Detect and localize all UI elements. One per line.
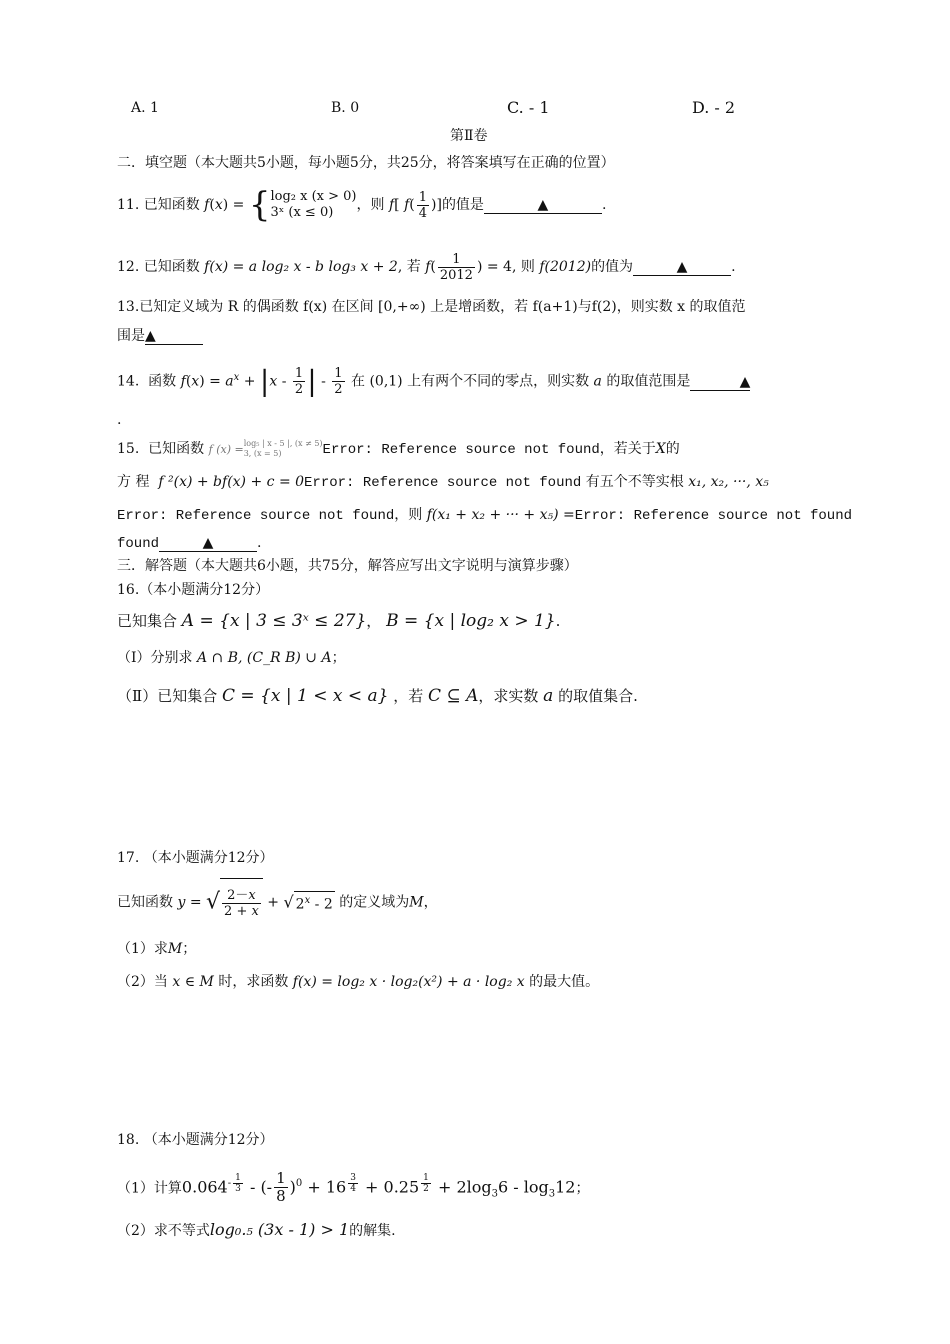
q12: 12. 已知函数 f(x) = a log₂ x - b log₃ x + 2, 若 f( $\frac{1}{2012}$ ) = 4, 则 f(2012)的值为 ▲ . [117,251,736,283]
q17-given: 已知函数 y = √ $\frac{2-x}{2 + x}$ + √ 2$^x$ - 2 的定义域为M， [117,878,438,927]
q11-piecewise [270,189,356,221]
q15-error-4: Error: Reference source not found [574,508,853,524]
q12-end: . [731,259,736,275]
option-a: A. 1 [131,100,159,116]
q11-num: 11. [117,197,140,213]
q18-part1: （1）计算$0.064^{- \frac{1}{3}}$ - (- $\frac{1}{8}$ )$^0$ + 16 $^{\frac{3}{4}}$ + 0.25 $^{\frac{1}{2}}$ + $2\log_36 - \log_312$； [117,1169,590,1206]
q14-num: 14. [117,373,140,390]
q16-part2 [117,686,638,706]
q15-num: 15. [117,441,140,457]
q18-part1-label: （1）计算 [117,1180,182,1197]
q16-cond: C ⊆ A [428,686,479,706]
q11-case1: log₂ x (x > 0) [270,189,357,204]
q15-piece2: 3, (x = 5) [243,449,282,458]
q16-title: 16.（本小题满分12分） [117,582,270,598]
q17-part2-cond: x ∈ M [172,974,214,990]
q16-set-b: B = {x | log₂ x > 1} [386,611,556,631]
q17-part2-label: （2）当 [117,974,168,990]
q11-answer-blank[interactable]: ▲ [484,197,602,214]
q11-tail: 的值是 [441,197,484,213]
q15-error-1: Error: Reference source not found [322,442,600,458]
q15-error-3: Error: Reference source not found [117,508,395,524]
section2-header: 二．填空题（本大题共5小题，每小题5分，共25分，将答案填写在正确的位置） [117,155,615,171]
q17-part1 [117,939,196,959]
q15-line4a: found [117,536,160,552]
q15-roots: x₁, x₂, ···, x₅ [688,474,769,490]
option-c: C. - 1 [507,98,550,117]
q14-answer-blank[interactable]: ▲ [690,374,750,391]
q17-lead: 已知函数 [117,894,173,911]
q17-part2-end: 的最大值。 [529,974,600,990]
option-d: D. - 2 [692,98,736,117]
q14: 14. 函数 $f(x) = a^x + |x$ - $\frac{1}{2}$ | - $\frac{1}{2}$ 在 (0,1) 上有两个不同的零点，则实数 a 的取值范围是 ▲ [117,364,751,398]
q12-fraction: $\frac{1}{2012}$ [439,251,473,283]
q15-piece1: log₅ | x - 5 |, (x ≠ 5) [243,439,323,448]
q12-answer-blank[interactable]: ▲ [633,259,731,276]
q16-given [117,611,560,631]
q11-end: . [601,197,607,213]
q17-set: M [409,894,424,911]
q15-line4 [117,533,261,554]
q11-fraction: $\frac{1}{4}$ [418,189,427,221]
q15-line2 [117,472,769,493]
q15-end: . [257,535,262,551]
q16-part1-end: ； [331,650,346,666]
q17-part2-mid: 时，求函数 [218,974,289,990]
q11: 11. 已知函数 f(x) = { log₂ x (x > 0) 3ˣ (x ≤ 0) ，则 f[ f( $\frac{1}{4}$ )]的值是 ▲ . [117,185,607,225]
q15-answer-blank[interactable]: ▲ [159,535,257,552]
q16-set-a: A = {x | 3 ≤ 3ˣ ≤ 27} [181,611,367,631]
q14-end: . [117,412,122,428]
section3-header: 三．解答题（本大题共6小题，共75分，解答应写出文字说明与演算步骤） [117,558,578,574]
q18-part2-label: （2）求不等式 [117,1223,210,1239]
q18-ineq: log₀.₅ (3x - 1) > 1 [209,1220,350,1239]
q12-ask: f(2012) [539,259,592,275]
q15-line2b: 有五个不等实根 [585,474,684,490]
q16-part2-mid: ，若 [393,687,424,705]
q11-mid: ，则 [356,197,385,213]
q16-part1 [117,648,346,668]
q12-num: 12. [117,259,140,275]
q16-given-lead: 已知集合 [117,612,178,630]
volume-title: 第Ⅱ卷 [450,128,488,144]
q16-part2-tail: ，求实数 [478,687,539,705]
q16-part2-label: （Ⅱ）已知集合 [117,687,218,705]
q13-line1: 13.已知定义域为 R 的偶函数 f(x) 在区间 [0,+∞) 上是增函数，若 f(a+1)与f(2)，则实数 x 的取值范 [117,299,746,315]
option-b: B. 0 [331,100,360,116]
q15-sum: f(x₁ + x₂ + ··· + x₅) = [426,507,575,523]
q13-line2 [117,326,203,346]
q15-var: X [655,441,666,457]
q17-part1-end: ； [182,941,197,957]
q17-part1-set: M [167,941,183,957]
q17-title: 17. （本小题满分12分） [117,850,274,866]
q14-mid: 在 (0,1) 上有两个不同的零点，则实数 [351,373,590,390]
q12-mid: , 若 [397,259,421,275]
q15-line3a: ，则 [394,507,423,523]
q14-lead: 函数 [148,373,177,390]
q12-tail: 的值为 [591,259,634,275]
q16-sep: ， [366,612,382,630]
q15-error-2: Error: Reference source not found [304,475,582,491]
q11-brace: { [248,185,271,225]
q18-part1-end: ； [575,1180,590,1197]
q16-part1-label: （Ⅰ）分别求 [117,650,193,666]
q16-set-c: C = {x | 1 < x < a} [221,686,389,706]
q14-tail: 的取值范围是 [606,373,691,390]
q16-part2-end: 的取值集合. [558,687,638,705]
q14-var: a [593,373,602,390]
q16-end: . [555,612,561,630]
q13-answer-blank[interactable]: ▲ [145,328,203,345]
q12-cond: = 4, 则 [486,259,535,275]
q13-line2-text: 围是 [117,328,145,344]
q18-title: 18. （本小题满分12分） [117,1132,274,1148]
q12-expr: f(x) = a log₂ x - b log₃ x + 2 [204,259,398,275]
q15-lead: 已知函数 [148,441,205,457]
q15-line3 [117,505,852,526]
q16-part1-expr: A ∩ B, (C_R B) ∪ A [196,650,332,666]
q17-end: ， [423,894,438,911]
q15-line2a: 方 程 [117,474,150,490]
q18-part2-end: 的解集. [349,1223,396,1239]
q18-part2 [117,1220,396,1241]
q15-after1b: 的 [665,441,680,457]
q15-line1: 15. 已知函数 f (x) = log₅ | x - 5 |, (x ≠ 5) 3, (x = 5) Error: Reference source not found，若关于X的 [117,439,680,458]
q17-part2 [117,972,599,992]
q17-tail: 的定义域为 [339,894,410,911]
q15-eq: f ²(x) + bf(x) + c = 0 [158,474,305,490]
q17-part1-label: （1）求 [117,941,168,957]
q15-after1: ，若关于 [599,441,656,457]
q17-part2-expr: f(x) = log₂ x · log₂(x²) + a · log₂ x [292,974,525,990]
q16-var: a [543,686,554,706]
q11-case2: 3ˣ (x ≤ 0) [270,205,334,220]
q12-lead: 已知函数 [143,259,200,275]
q11-lead: 已知函数 [143,197,200,213]
